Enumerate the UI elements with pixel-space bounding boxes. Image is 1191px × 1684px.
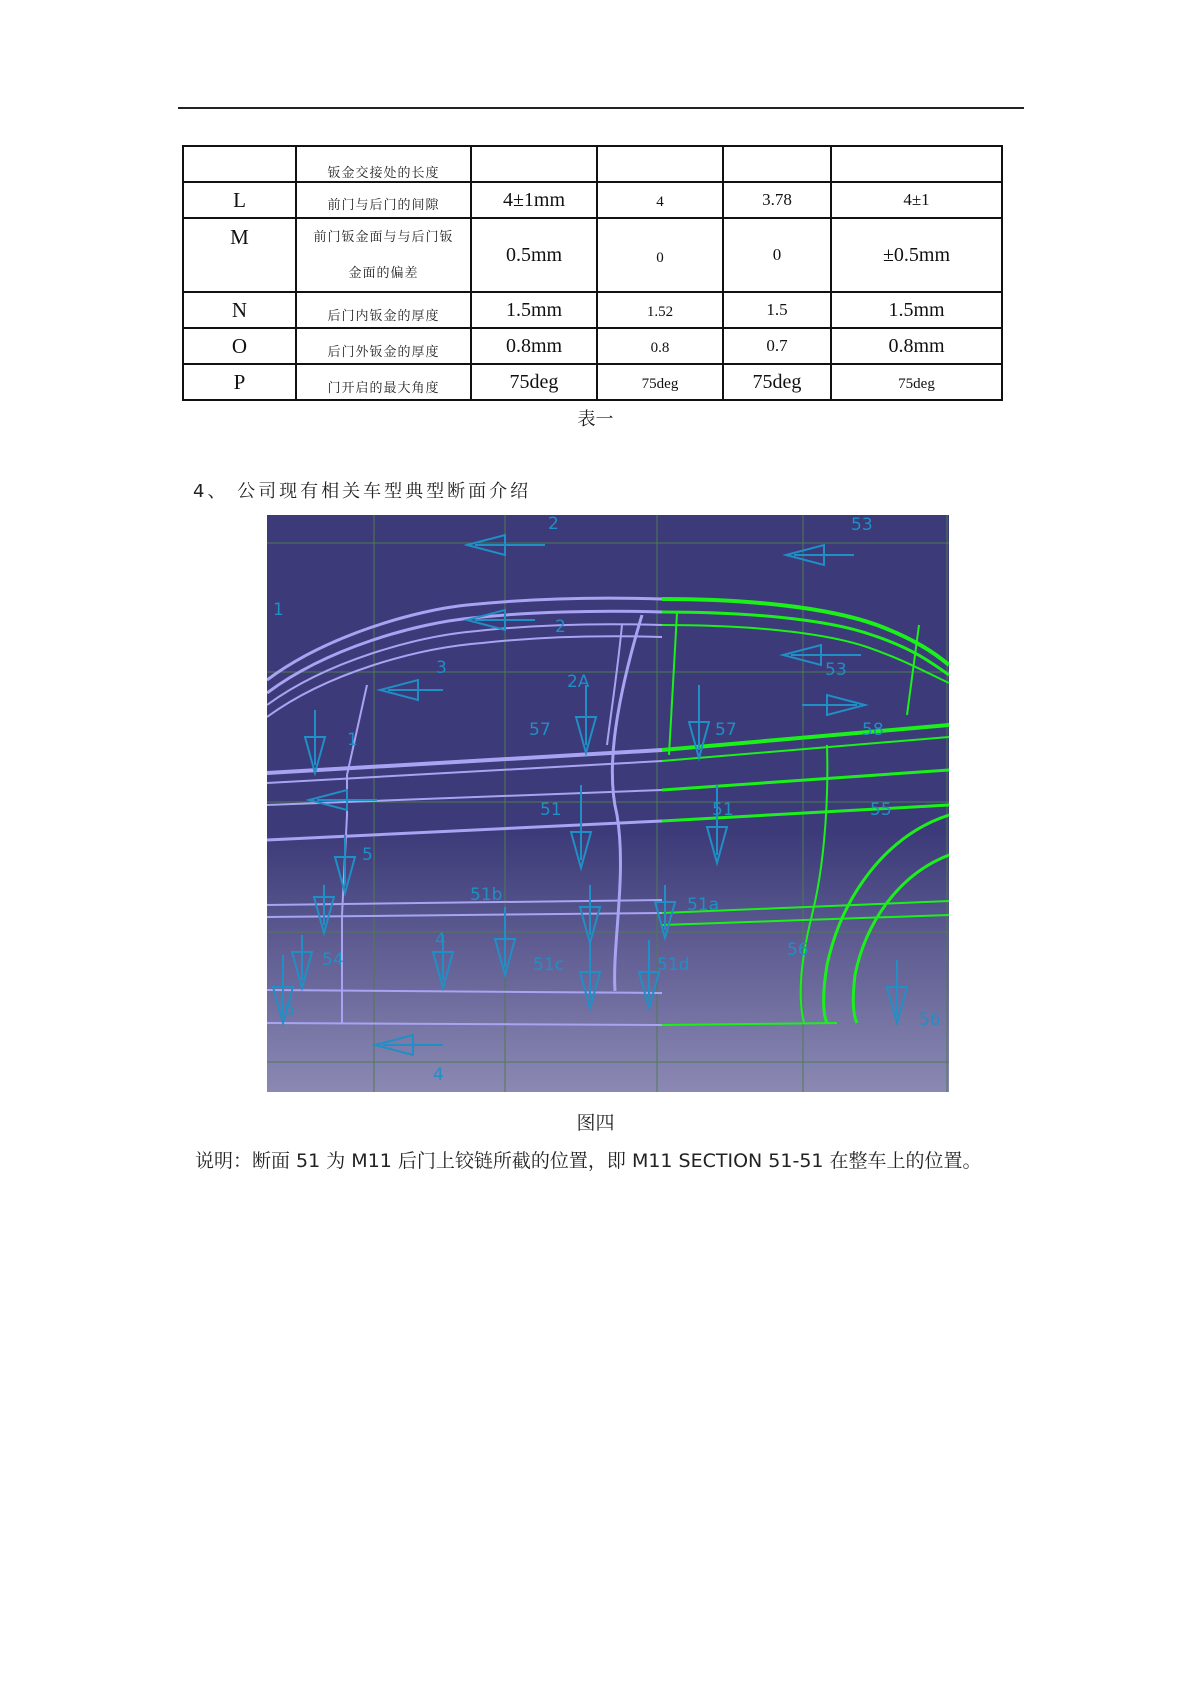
header-rule: [178, 107, 1024, 109]
row-value: 75deg: [831, 364, 1002, 400]
row-desc-line: 金面的偏差: [348, 265, 419, 280]
row-desc: [296, 146, 471, 182]
table-caption: 表一: [577, 409, 614, 430]
row-value: 4±1: [831, 182, 1002, 218]
section-label: 2: [548, 515, 559, 534]
section-label: 51a: [687, 895, 720, 915]
row-value: 0: [597, 218, 723, 292]
section-label: 6: [284, 1000, 295, 1020]
section-label: 51: [712, 800, 734, 820]
row-value: [831, 146, 1002, 182]
table-row: [183, 328, 1002, 364]
row-code: P: [183, 364, 296, 400]
row-code: O: [183, 328, 296, 364]
row-code: N: [183, 292, 296, 328]
section-label: 56: [919, 1010, 941, 1030]
spec-table: [182, 145, 1003, 401]
row-value: ±0.5mm: [831, 218, 1002, 292]
section-label: 2A: [567, 672, 590, 692]
section-label: 57: [715, 720, 737, 740]
section-label: 57: [529, 720, 551, 740]
row-desc-text: 后门内钣金的厚度: [327, 307, 440, 323]
table-row: [183, 182, 1002, 218]
section-figure: [267, 515, 949, 1092]
row-value: 1.52: [597, 292, 723, 328]
row-value: 1.5mm: [471, 292, 597, 328]
section-label: 51: [540, 800, 562, 820]
section-label: 53: [825, 660, 847, 680]
section-label: 51d: [657, 955, 690, 975]
table-row: [183, 218, 1002, 292]
row-value: 0.8: [597, 328, 723, 364]
row-desc: [296, 364, 471, 400]
row-code: L: [183, 182, 296, 218]
table-row: [183, 146, 1002, 182]
row-desc: [296, 328, 471, 364]
section-label: 54: [322, 950, 344, 970]
section-label: 51c: [533, 955, 564, 975]
row-value: 4: [597, 182, 723, 218]
row-code: [183, 146, 296, 182]
section-label: 4: [433, 1065, 444, 1085]
row-desc-text: 门开启的最大角度: [327, 379, 440, 395]
row-value: 4±1mm: [471, 182, 597, 218]
row-value: 0.7: [723, 328, 831, 364]
car-section-drawing: [267, 515, 949, 1092]
section-label: 3: [436, 658, 447, 678]
row-value: 0.5mm: [471, 218, 597, 292]
row-value: 0.8mm: [831, 328, 1002, 364]
section-label: 53: [851, 515, 873, 535]
row-desc-line: 前门钣金面与与后门钣: [313, 229, 454, 244]
row-code: M: [183, 218, 296, 292]
row-desc: [296, 182, 471, 218]
row-desc-text: 钣金交接处的长度: [327, 164, 440, 180]
row-desc-text: 后门外钣金的厚度: [327, 343, 440, 359]
figure-note: 说明：断面 51 为 M11 后门上铰链所截的位置，即 M11 SECTION 51-51 在整车上的位置。: [195, 1150, 982, 1172]
table-row: [183, 292, 1002, 328]
row-value: 0: [723, 218, 831, 292]
figure-background: [267, 515, 949, 1092]
row-desc: [296, 218, 471, 292]
section-label: 1: [347, 730, 358, 750]
table-row: [183, 364, 1002, 400]
row-value: 3.78: [723, 182, 831, 218]
section-label: 55: [870, 800, 892, 820]
section-label: 5: [362, 845, 373, 865]
row-value: [471, 146, 597, 182]
row-value: 0.8mm: [471, 328, 597, 364]
section-heading: 4、 公司现有相关车型典型断面介绍: [193, 481, 532, 502]
figure-caption: 图四: [576, 1112, 615, 1134]
section-label: 2: [555, 617, 566, 637]
row-value: [723, 146, 831, 182]
row-value: [597, 146, 723, 182]
section-label: 56: [787, 940, 809, 960]
section-label: 1: [273, 600, 284, 620]
row-value: 75deg: [723, 364, 831, 400]
row-value: 75deg: [597, 364, 723, 400]
section-label: 58: [862, 720, 884, 740]
row-value: 75deg: [471, 364, 597, 400]
row-desc: [296, 292, 471, 328]
row-value: 1.5: [723, 292, 831, 328]
section-label: 51b: [470, 885, 503, 905]
row-value: 1.5mm: [831, 292, 1002, 328]
section-label: 4: [435, 930, 446, 950]
row-desc-text: 前门与后门的间隙: [327, 196, 440, 212]
